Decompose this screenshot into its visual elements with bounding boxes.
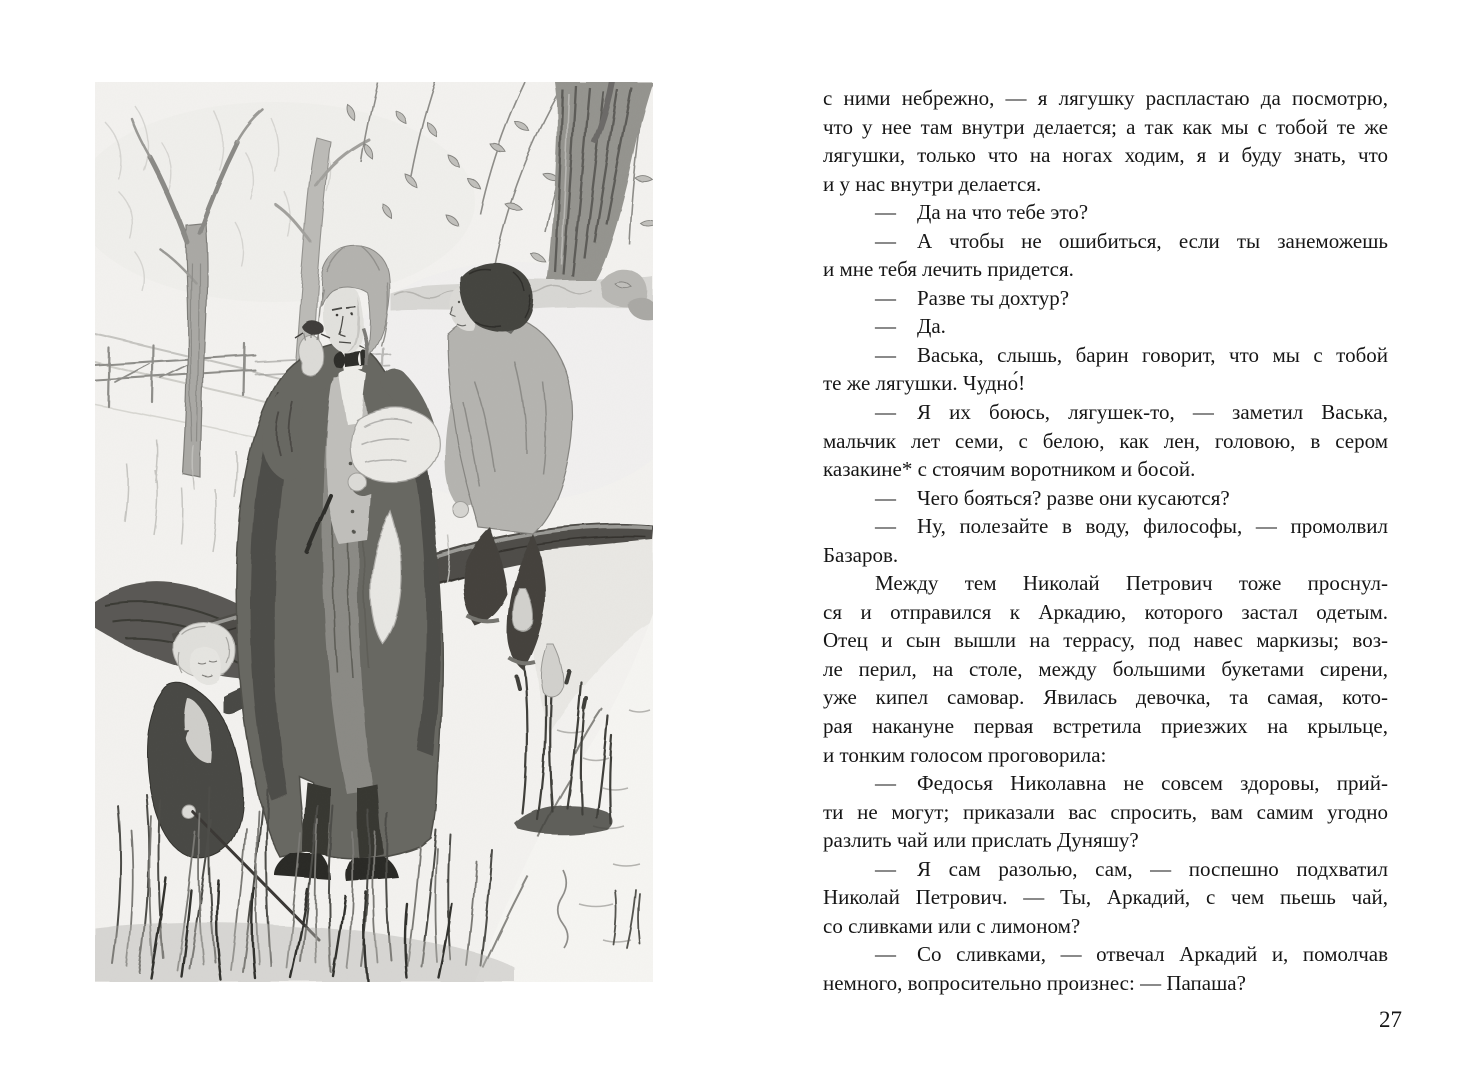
text-line: Отец и сын вышли на террасу, под навес маркизы; воз- xyxy=(823,628,1388,653)
illustration-drawing xyxy=(95,82,653,982)
text-line: — Разве ты дохтур? xyxy=(875,285,1070,310)
text-line: — Да на что тебе это? xyxy=(875,200,1089,225)
text-line: ти не могут; приказали вас спросить, вам самим угодно xyxy=(823,799,1388,824)
text-line: с ними небрежно, — я лягушку распластаю да посмотрю, xyxy=(823,86,1388,110)
text-line: Базаров. xyxy=(823,542,899,567)
text-line: те же лягушки. Чудно́! xyxy=(823,371,1026,396)
text-line: и у нас внутри делается. xyxy=(823,171,1042,196)
text-line: разлить чай или прислать Дуняшу? xyxy=(823,828,1139,853)
text-line: рая накануне первая встретила приезжих на крыльце, xyxy=(823,714,1388,739)
text-line: — А чтобы не ошибиться, если ты занеможешь xyxy=(875,228,1388,253)
text-line: — Федосья Николавна не совсем здоровы, прий- xyxy=(875,771,1388,796)
text-line: казакине* с стоячим воротником и босой. xyxy=(823,457,1196,482)
text-line: со сливками или с лимоном? xyxy=(823,913,1081,938)
text-line: — Васька, слышь, барин говорит, что мы с тобой xyxy=(875,342,1388,367)
text-line: и мне тебя лечить придется. xyxy=(823,257,1074,282)
page-number: 27 xyxy=(1379,1007,1402,1032)
text-line: мальчик лет семи, с белою, как лен, головою, в сером xyxy=(823,428,1388,453)
text-line: ле перил, на столе, между большими букетами сирени, xyxy=(823,656,1388,681)
text-line: немного, вопросительно произнес: — Папаша? xyxy=(823,970,1246,995)
text-line: что у нее там внутри делается; а так как мы с тобой те же xyxy=(823,114,1388,139)
text-line: Николай Петрович. — Ты, Аркадий, с чем пьешь чай, xyxy=(823,885,1388,910)
text-line: — Да. xyxy=(875,314,946,339)
text-line: ся и отправился к Аркадию, которого застал одетым. xyxy=(823,599,1388,624)
text-line: уже кипел самовар. Явилась девочка, та самая, кото- xyxy=(823,685,1388,710)
text-line: Между тем Николай Петрович тоже проснул- xyxy=(875,571,1388,596)
text-line: — Я их боюсь, лягушек-то, — заметил Васька, xyxy=(875,400,1388,425)
text-line: — Чего бояться? разве они кусаются? xyxy=(875,485,1230,510)
text-line: — Я сам разолью, сам, — поспешно подхватил xyxy=(875,856,1388,881)
text-line: — Ну, полезайте в воду, философы, — промолвил xyxy=(875,514,1388,539)
text-line: — Со сливками, — отвечал Аркадий и, помолчав xyxy=(875,942,1388,967)
book-illustration xyxy=(95,82,653,982)
page-text-column xyxy=(823,84,1388,998)
text-line: лягушки, только что на ногах ходим, я и буду знать, что xyxy=(823,143,1388,168)
text-line: и тонким голосом проговорила: xyxy=(823,742,1107,767)
